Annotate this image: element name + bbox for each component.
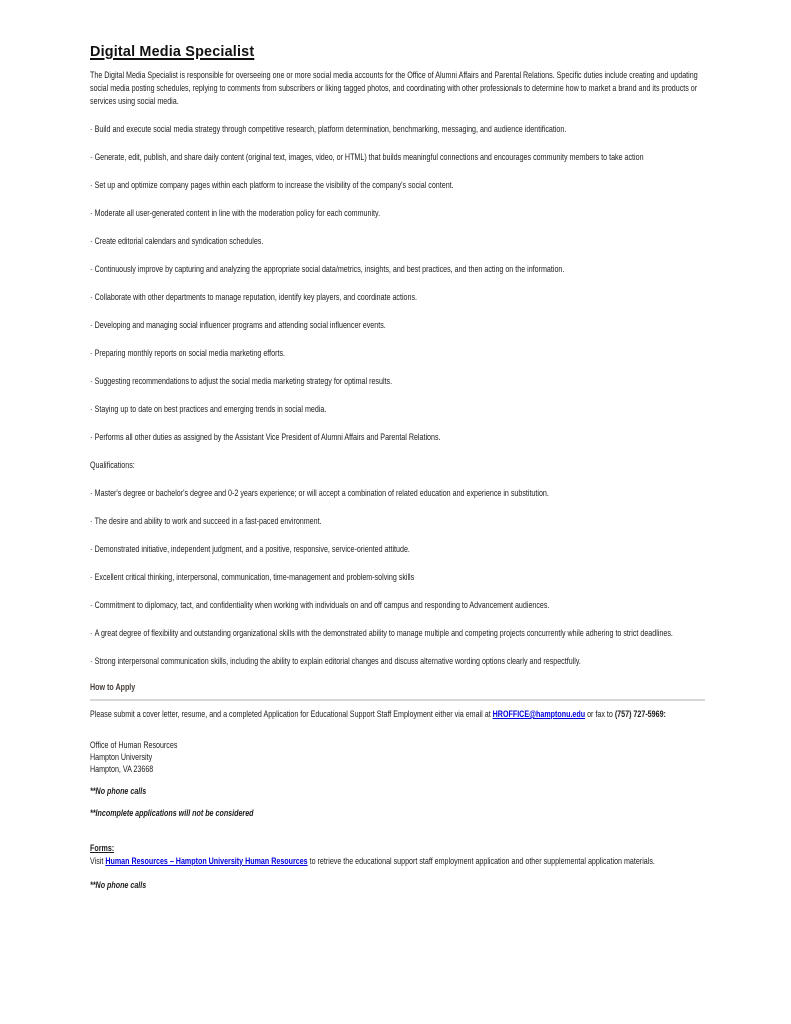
- bullet-marker: ·: [90, 152, 93, 163]
- bullet-marker: ·: [90, 600, 93, 611]
- no-phone-calls-note: **No phone calls: [90, 786, 147, 797]
- bullet-marker: ·: [90, 656, 93, 667]
- qualification-item: [90, 515, 705, 528]
- duties-list: [90, 123, 705, 444]
- incomplete-applications-note: **Incomplete applications will not be considered: [90, 808, 254, 819]
- qualification-text: Demonstrated initiative, independent judgment, and a positive, responsive, service-oriented attitude.: [94, 544, 410, 555]
- duty-text: Build and execute social media strategy through competitive research, platform determination, benchmarking, messaging, and audience identification.: [94, 124, 567, 135]
- forms-text-after-link: to retrieve the educational support staff employment application and other supplemental application materials.: [307, 856, 655, 867]
- forms-instructions: [90, 855, 705, 868]
- hr-email-link[interactable]: HROFFICE@hamptonu.edu: [492, 709, 586, 720]
- qualification-item: [90, 487, 705, 500]
- duty-item: [90, 375, 705, 388]
- qualification-text: Master's degree or bachelor's degree and 0-2 years experience; or will accept a combination of related education and experience in substitution.: [94, 488, 549, 499]
- qualification-item: [90, 627, 705, 640]
- bullet-marker: ·: [90, 404, 93, 415]
- forms-heading: Forms:: [90, 843, 115, 854]
- duty-text: Generate, edit, publish, and share daily content (original text, images, video, or HTML) that builds meaningful connections and encourages community members to take action: [94, 152, 644, 163]
- qualification-text: Strong interpersonal communication skills, including the ability to explain editorial changes and discuss alternative wording options clearly and respectfully.: [94, 656, 581, 667]
- duty-item: [90, 403, 705, 416]
- bullet-marker: ·: [90, 516, 93, 527]
- address-line-office: Office of Human Resources: [90, 740, 178, 751]
- apply-text-before-email: Please submit a cover letter, resume, and a completed Application for Educational Support Staff Employment either via email at: [90, 709, 493, 720]
- duty-item: [90, 263, 705, 276]
- apply-text-after-email: or fax to: [585, 709, 615, 720]
- intro-paragraph: The Digital Media Specialist is responsible for overseeing one or more social media accounts for the Office of Alumni Affairs and Parental Relations. Specific duties include creating and updating social media posting schedules, replying to comments from subscribers or liking tagged photos, and coordinating with other professionals to determine how to market a brand and its products or services using social media.: [90, 70, 698, 107]
- duty-item: [90, 207, 705, 220]
- duty-text: Continuously improve by capturing and analyzing the appropriate social data/metrics, insights, and best practices, and then acting on the information.: [94, 264, 565, 275]
- page-title: Digital Media Specialist: [90, 44, 255, 60]
- qualification-item: [90, 599, 705, 612]
- apply-instructions: [90, 708, 705, 721]
- human-resources-link[interactable]: Human Resources – Hampton University Human Resources: [105, 856, 308, 867]
- duty-text: Suggesting recommendations to adjust the social media marketing strategy for optimal results.: [94, 376, 393, 387]
- forms-section: [90, 842, 705, 868]
- qualification-text: Excellent critical thinking, interpersonal, communication, time-management and problem-solving skills: [94, 572, 415, 583]
- bullet-marker: ·: [90, 628, 93, 639]
- duty-text: Developing and managing social influencer programs and attending social influencer events.: [94, 320, 386, 331]
- bullet-marker: ·: [90, 348, 93, 359]
- bullet-marker: ·: [90, 320, 93, 331]
- bullet-marker: ·: [90, 572, 93, 583]
- duty-item: [90, 151, 705, 164]
- duty-item: [90, 431, 705, 444]
- bullet-marker: ·: [90, 264, 93, 275]
- address-line-university: Hampton University: [90, 752, 153, 763]
- duty-item: [90, 123, 705, 136]
- duty-text: Collaborate with other departments to manage reputation, identify key players, and coordinate actions.: [94, 292, 418, 303]
- forms-text-before-link: Visit: [90, 856, 106, 867]
- fax-number: (757) 727-5969:: [614, 709, 666, 720]
- qualification-item: [90, 571, 705, 584]
- qualification-item: [90, 543, 705, 556]
- document-content: [90, 44, 705, 892]
- duty-text: Performs all other duties as assigned by the Assistant Vice President of Alumni Affairs and Parental Relations.: [94, 432, 441, 443]
- duty-text: Staying up to date on best practices and emerging trends in social media.: [94, 404, 327, 415]
- bullet-marker: ·: [90, 180, 93, 191]
- bullet-marker: ·: [90, 432, 93, 443]
- hr-address-block: [90, 740, 705, 776]
- bullet-marker: ·: [90, 488, 93, 499]
- duty-item: [90, 179, 705, 192]
- duty-text: Moderate all user-generated content in line with the moderation policy for each community.: [94, 208, 381, 219]
- qualification-item: [90, 655, 705, 668]
- footer-no-phone-calls-note: **No phone calls: [90, 880, 147, 891]
- bullet-marker: ·: [90, 124, 93, 135]
- duty-item: [90, 235, 705, 248]
- qualification-text: A great degree of flexibility and outstanding organizational skills with the demonstrated ability to manage multiple and competing projects concurrently while adhering to strict deadlines.: [94, 628, 673, 639]
- duty-text: Create editorial calendars and syndication schedules.: [94, 236, 264, 247]
- duty-item: [90, 347, 705, 360]
- qualifications-heading: Qualifications:: [90, 460, 135, 471]
- duty-text: Preparing monthly reports on social media marketing efforts.: [94, 348, 285, 359]
- qualifications-list: [90, 487, 705, 668]
- bullet-marker: ·: [90, 236, 93, 247]
- duty-item: [90, 291, 705, 304]
- duty-item: [90, 319, 705, 332]
- address-line-city: Hampton, VA 23668: [90, 764, 154, 775]
- bullet-marker: ·: [90, 544, 93, 555]
- qualification-text: Commitment to diplomacy, tact, and confidentiality when working with individuals on and off campus and responding to Advancement audiences.: [94, 600, 550, 611]
- qualification-text: The desire and ability to work and succeed in a fast-paced environment.: [94, 516, 322, 527]
- bullet-marker: ·: [90, 292, 93, 303]
- duty-text: Set up and optimize company pages within each platform to increase the visibility of the company's social content.: [94, 180, 454, 191]
- bullet-marker: ·: [90, 376, 93, 387]
- how-to-apply-heading: How to Apply: [90, 682, 705, 701]
- bullet-marker: ·: [90, 208, 93, 219]
